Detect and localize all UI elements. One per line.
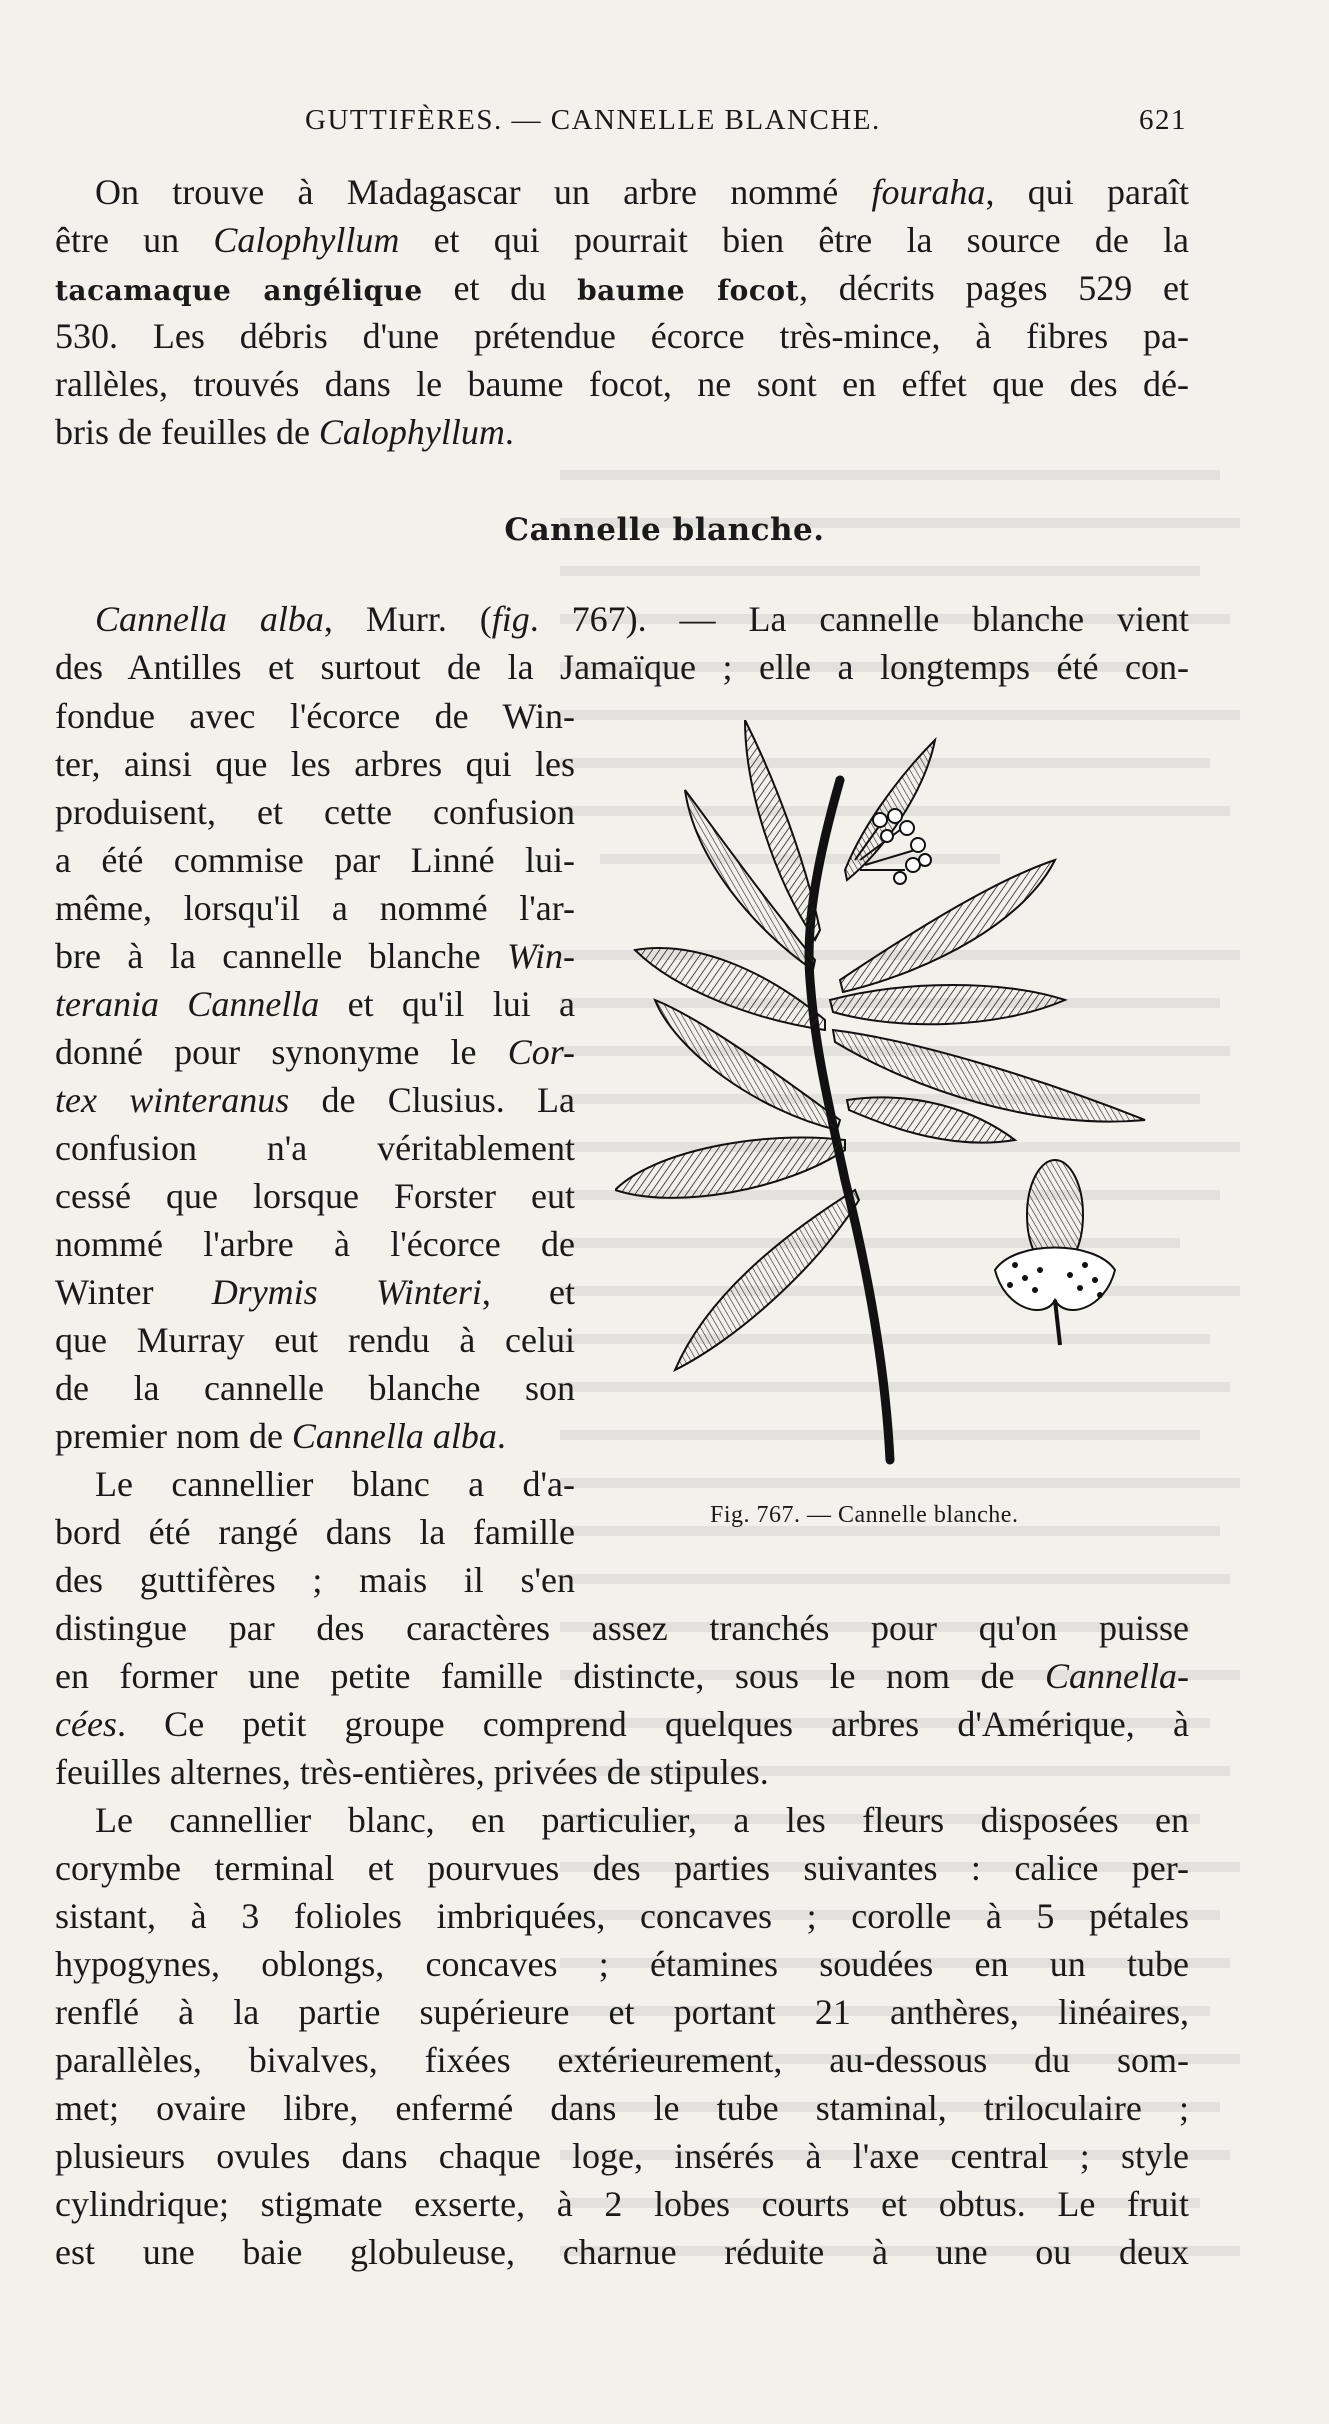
text-span: donné pour synonyme le <box>55 1032 508 1072</box>
text-line: distingue par des caractères assez tranchés pour qu'on puisse <box>55 1608 1189 1648</box>
flower-detail <box>995 1160 1115 1345</box>
text-span: . <box>496 1416 506 1456</box>
text-line: 530. Les débris d'une prétendue écorce très-mince, à fibres pa- <box>55 316 1189 356</box>
paragraph-madagascar <box>55 168 1189 456</box>
paragraph-cannellacees <box>55 1604 1189 1796</box>
text-line <box>55 168 1189 216</box>
text-line: sistant, à 3 folioles imbriquées, concaves ; corolle à 5 pétales <box>55 1896 1189 1936</box>
italic-term: Win- <box>507 936 575 976</box>
text-line: hypogynes, oblongs, concaves ; étamines soudées en un tube <box>55 1944 1189 1984</box>
text-span: bris de feuilles de <box>55 412 319 452</box>
text-line <box>55 595 1189 643</box>
text-span: bre à la cannelle blanche <box>55 936 507 976</box>
text-span: et qu'il lui a <box>319 984 575 1024</box>
text-line <box>55 932 575 980</box>
italic-term: Cor- <box>507 1032 575 1072</box>
text-line <box>55 216 1189 264</box>
text-span: être un <box>55 220 214 260</box>
paragraph-floral-description <box>55 1796 1189 2276</box>
text-line <box>55 408 1189 456</box>
page-number: 621 <box>1139 104 1187 136</box>
italic-term: terania Cannella <box>55 984 320 1024</box>
italic-term: fouraha <box>871 172 986 212</box>
text-line <box>55 980 575 1028</box>
text-line: est une baie globuleuse, charnue réduite à une ou deux <box>55 2232 1189 2272</box>
text-span: On trouve à Madagascar un arbre nommé <box>95 172 872 212</box>
running-title: GUTTIFÈRES. — CANNELLE BLANCHE. <box>305 104 881 136</box>
text-line <box>55 1268 575 1316</box>
italic-term: Drymis Winteri <box>211 1272 482 1312</box>
italic-term: Calophyllum <box>213 220 400 260</box>
figure-caption: Fig. 767. — Cannelle blanche. <box>710 1502 1019 1528</box>
bold-term: tacamaque angélique <box>55 274 423 307</box>
text-line: fondue avec l'écorce de Win- <box>55 696 575 736</box>
text-line <box>55 1028 575 1076</box>
text-span: . <box>504 412 514 452</box>
figure-cannelle-blanche <box>615 720 1185 1480</box>
text-span: de Clusius. La <box>289 1080 575 1120</box>
italic-term: tex winteranus <box>55 1080 290 1120</box>
text-span: premier nom de <box>55 1416 292 1456</box>
italic-term: cées <box>55 1704 117 1744</box>
leaf <box>615 1137 845 1197</box>
text-line <box>55 1700 1189 1748</box>
text-line: cessé que lorsque Forster eut <box>55 1176 575 1216</box>
narrow-text-column <box>55 692 575 1604</box>
text-line: que Murray eut rendu à celui <box>55 1320 575 1360</box>
text-line: des Antilles et surtout de la Jamaïque ; elle a longtemps été con- <box>55 647 1189 687</box>
section-title: Cannelle blanche. <box>504 512 825 548</box>
text-line: Le cannellier blanc a d'a- <box>95 1464 575 1504</box>
italic-term: Calophyllum <box>318 412 505 452</box>
text-line: de la cannelle blanche son <box>55 1368 575 1408</box>
italic-term: Cannella alba <box>95 599 324 639</box>
text-span: Winter <box>55 1272 212 1312</box>
text-span: et qui pourrait bien être la source de la <box>399 220 1190 260</box>
text-span: . Ce petit groupe comprend quelques arbres d'Amérique, à <box>116 1704 1189 1744</box>
italic-term: fig <box>491 599 530 639</box>
text-line: produisent, et cette confusion <box>55 792 575 832</box>
paragraph-cannelle-intro <box>55 595 1189 691</box>
text-line <box>55 1652 1189 1700</box>
text-line: des guttifères ; mais il s'en <box>55 1560 575 1600</box>
text-line: parallèles, bivalves, fixées extérieurement, au-dessous du som- <box>55 2040 1189 2080</box>
text-line: corymbe terminal et pourvues des parties suivantes : calice per- <box>55 1848 1189 1888</box>
botanical-illustration <box>615 720 1185 1480</box>
text-line: a été commise par Linné lui- <box>55 840 575 880</box>
text-span: , décrits pages 529 et <box>799 268 1190 308</box>
text-line: confusion n'a véritablement <box>55 1128 575 1168</box>
text-line: met; ovaire libre, enfermé dans le tube staminal, triloculaire ; <box>55 2088 1189 2128</box>
text-line: Le cannellier blanc, en particulier, a les fleurs disposées en <box>95 1800 1189 1840</box>
bold-term: baume focot <box>577 274 799 307</box>
text-line: bord été rangé dans la famille <box>55 1512 575 1552</box>
text-line <box>55 264 1189 312</box>
text-span: , et <box>481 1272 576 1312</box>
text-line: rallèles, trouvés dans le baume focot, ne sont en effet que des dé- <box>55 364 1189 404</box>
italic-term: Cannella- <box>1045 1656 1189 1696</box>
text-line: cylindrique; stigmate exserte, à 2 lobes courts et obtus. Le fruit <box>55 2184 1189 2224</box>
text-line: feuilles alternes, très-entières, privées de stipules. <box>55 1752 769 1792</box>
text-line: nommé l'arbre à l'écorce de <box>55 1224 575 1264</box>
text-line: plusieurs ovules dans chaque loge, insérés à l'axe central ; style <box>55 2136 1189 2176</box>
text-span: en former une petite famille distincte, sous le nom de <box>55 1656 1046 1696</box>
italic-term: Cannella alba <box>291 1416 497 1456</box>
leaf <box>840 860 1055 992</box>
text-span: , Murr. ( <box>323 599 492 639</box>
text-line <box>55 1076 575 1124</box>
text-line: renflé à la partie supérieure et portant 21 anthères, linéaires, <box>55 1992 1189 2032</box>
text-span: . 767). — La cannelle blanche vient <box>529 599 1189 639</box>
text-line <box>55 1412 575 1460</box>
text-line: même, lorsqu'il a nommé l'ar- <box>55 888 575 928</box>
text-span: et du <box>422 268 578 308</box>
running-header <box>0 104 1329 144</box>
text-span: , qui paraît <box>985 172 1190 212</box>
text-line: ter, ainsi que les arbres qui les <box>55 744 575 784</box>
leaf <box>830 985 1065 1024</box>
leaf <box>675 1190 859 1370</box>
